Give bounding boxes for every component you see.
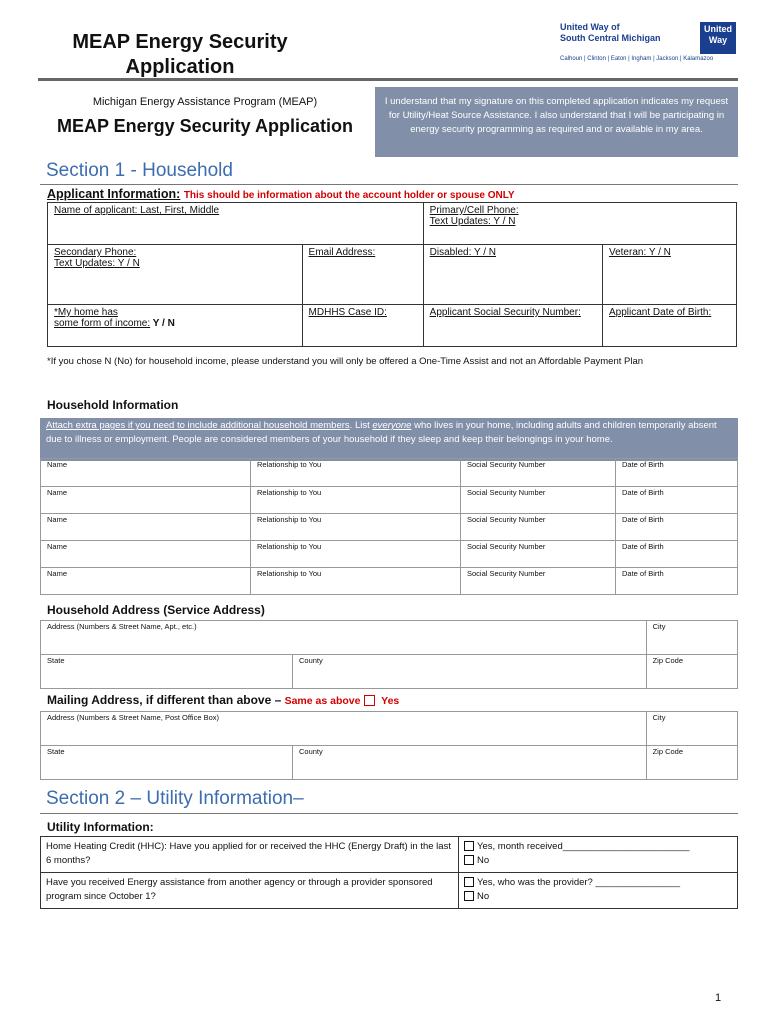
dob-label: Applicant Date of Birth: bbox=[609, 307, 712, 318]
title-line-1: MEAP Energy Security bbox=[72, 31, 288, 53]
section-2-divider bbox=[40, 813, 738, 814]
program-name: Michigan Energy Assistance Program (MEAP) bbox=[92, 96, 318, 108]
email-label: Email Address: bbox=[308, 247, 376, 258]
title-line-2: Application bbox=[125, 56, 235, 78]
service-city-field[interactable] bbox=[646, 621, 737, 655]
hhc-question: Home Heating Credit (HHC): Have you applied for or received the HHC (Energy Draft) in the last 6 months? bbox=[41, 837, 459, 873]
member-relationship-cell[interactable] bbox=[251, 487, 461, 514]
table-row bbox=[41, 541, 738, 568]
hhc-answers bbox=[459, 837, 738, 873]
member-ssn-cell[interactable] bbox=[461, 459, 616, 487]
united-way-logo bbox=[560, 22, 738, 66]
member-ssn-cell[interactable] bbox=[461, 568, 616, 595]
logo-box-line-1: United bbox=[704, 24, 732, 34]
member-relationship-cell[interactable] bbox=[251, 568, 461, 595]
mailing-state-label: State bbox=[47, 747, 65, 756]
disabled-field[interactable] bbox=[423, 245, 602, 305]
document-title bbox=[40, 30, 320, 80]
col-ssn: Social Security Number bbox=[467, 460, 546, 469]
logo-text bbox=[560, 22, 661, 44]
hhc-no-label: No bbox=[477, 855, 490, 866]
mailing-address-heading bbox=[47, 693, 399, 707]
col-ssn: Social Security Number bbox=[467, 569, 546, 578]
mailing-heading-label: Mailing Address, if different than above – bbox=[47, 693, 285, 707]
service-state-label: State bbox=[47, 656, 65, 665]
col-ssn: Social Security Number bbox=[467, 542, 546, 551]
service-state-field[interactable] bbox=[41, 655, 293, 689]
utility-heading: Utility Information: bbox=[47, 820, 154, 834]
hhc-yes-label: Yes, month received________________________ bbox=[477, 841, 690, 852]
mailing-state-field[interactable] bbox=[41, 746, 293, 780]
mailing-street-field[interactable] bbox=[41, 712, 647, 746]
member-ssn-cell[interactable] bbox=[461, 487, 616, 514]
income-yn: Y / N bbox=[150, 318, 175, 329]
mailing-city-label: City bbox=[652, 713, 666, 722]
secondary-phone-label: Secondary Phone: bbox=[54, 247, 137, 258]
member-ssn-cell[interactable] bbox=[461, 514, 616, 541]
applicant-table bbox=[47, 202, 737, 347]
utility-table bbox=[40, 836, 738, 909]
member-dob-cell[interactable] bbox=[616, 568, 738, 595]
veteran-field[interactable] bbox=[602, 245, 736, 305]
applicant-heading bbox=[47, 187, 515, 201]
provider-yes-label: Yes, who was the provider? ________________ bbox=[477, 877, 681, 888]
member-relationship-cell[interactable] bbox=[251, 459, 461, 487]
member-dob-cell[interactable] bbox=[616, 514, 738, 541]
provider-no-option[interactable] bbox=[464, 890, 732, 904]
logo-box-line-2: Way bbox=[708, 35, 728, 45]
provider-no-checkbox[interactable] bbox=[464, 891, 474, 901]
hhc-no-checkbox[interactable] bbox=[464, 855, 474, 865]
col-relationship: Relationship to You bbox=[257, 515, 322, 524]
income-footnote: *If you chose N (No) for household income, please understand you will only be offered a One-Time Assist and not an Affordable Payment Plan bbox=[47, 356, 644, 367]
household-address-heading: Household Address (Service Address) bbox=[47, 603, 265, 617]
income-field[interactable] bbox=[48, 305, 303, 347]
mailing-county-label: County bbox=[299, 747, 323, 756]
signature-notice: I understand that my signature on this completed application indicates my request for Utility/Heat Source Assistance. I also understand that I will be participating in energy security programming as required and or available in my area. bbox=[375, 87, 738, 157]
applicant-name-field[interactable] bbox=[48, 203, 424, 245]
ssn-label: Applicant Social Security Number: bbox=[429, 307, 581, 318]
member-name-cell[interactable] bbox=[41, 541, 251, 568]
email-field[interactable] bbox=[302, 245, 423, 305]
section-1-divider bbox=[40, 184, 738, 185]
col-relationship: Relationship to You bbox=[257, 542, 322, 551]
section-2-title: Section 2 – Utility Information– bbox=[46, 788, 304, 809]
member-relationship-cell[interactable] bbox=[251, 541, 461, 568]
member-dob-cell[interactable] bbox=[616, 487, 738, 514]
hhc-yes-checkbox[interactable] bbox=[464, 841, 474, 851]
primary-text-updates: Text Updates: Y / N bbox=[429, 216, 516, 227]
veteran-label: Veteran: Y / N bbox=[608, 247, 671, 258]
provider-yes-checkbox[interactable] bbox=[464, 877, 474, 887]
member-relationship-cell[interactable] bbox=[251, 514, 461, 541]
provider-no-label: No bbox=[477, 891, 490, 902]
applicant-heading-label: Applicant Information: bbox=[47, 187, 181, 201]
col-ssn: Social Security Number bbox=[467, 488, 546, 497]
mailing-zip-label: Zip Code bbox=[652, 747, 684, 756]
service-county-label: County bbox=[299, 656, 323, 665]
applicant-heading-note: This should be information about the account holder or spouse ONLY bbox=[183, 190, 515, 201]
col-name: Name bbox=[47, 488, 68, 497]
member-name-cell[interactable] bbox=[41, 568, 251, 595]
member-dob-cell[interactable] bbox=[616, 459, 738, 487]
col-name: Name bbox=[47, 569, 68, 578]
secondary-text-updates: Text Updates: Y / N bbox=[54, 258, 140, 269]
logo-line-1: United Way of bbox=[560, 22, 620, 32]
household-members-table bbox=[40, 458, 738, 595]
table-row bbox=[41, 514, 738, 541]
logo-line-2: South Central Michigan bbox=[560, 33, 661, 43]
mailing-street-label: Address (Numbers & Street Name, Post Office Box) bbox=[47, 713, 220, 722]
col-relationship: Relationship to You bbox=[257, 488, 322, 497]
section-1-title: Section 1 - Household bbox=[46, 160, 233, 181]
service-street-label: Address (Numbers & Street Name, Apt., etc.) bbox=[47, 622, 197, 631]
secondary-phone-field[interactable] bbox=[48, 245, 303, 305]
household-heading: Household Information bbox=[47, 398, 179, 412]
mailing-address-table bbox=[40, 711, 738, 780]
case-id-label: MDHHS Case ID: bbox=[308, 307, 387, 318]
col-relationship: Relationship to You bbox=[257, 569, 322, 578]
logo-counties: Calhoun | Clinton | Eaton | Ingham | Jackson | Kalamazoo bbox=[560, 56, 714, 62]
provider-yes-option[interactable] bbox=[464, 876, 732, 890]
table-row bbox=[41, 459, 738, 487]
primary-phone-label: Primary/Cell Phone: bbox=[429, 205, 519, 216]
col-name: Name bbox=[47, 542, 68, 551]
member-name-cell[interactable] bbox=[41, 514, 251, 541]
program-title: MEAP Energy Security Application bbox=[56, 116, 354, 136]
table-row bbox=[41, 568, 738, 595]
instructions-rest: who lives in your home, including adults and children temporarily absent due to illness or employment. People are considered members of your household if they sleep and keep their belongings in your home. bbox=[46, 420, 717, 445]
hhc-yes-option[interactable] bbox=[464, 840, 732, 854]
primary-phone-field[interactable] bbox=[423, 203, 736, 245]
col-relationship: Relationship to You bbox=[257, 460, 322, 469]
same-as-above-yes: Yes bbox=[381, 695, 400, 707]
hhc-no-option[interactable] bbox=[464, 854, 732, 868]
service-city-label: City bbox=[652, 622, 666, 631]
service-county-field[interactable] bbox=[293, 655, 647, 689]
member-name-cell[interactable] bbox=[41, 487, 251, 514]
instructions-list: . List bbox=[349, 420, 373, 431]
dob-field[interactable] bbox=[603, 305, 737, 347]
mailing-county-field[interactable] bbox=[293, 746, 647, 780]
same-as-above-label: Same as above bbox=[284, 695, 361, 707]
energy-assistance-answers bbox=[459, 873, 738, 909]
energy-assistance-question: Have you received Energy assistance from another agency or through a provider sponsored program since October 1? bbox=[41, 873, 459, 909]
page-number: 1 bbox=[715, 992, 722, 1004]
col-dob: Date of Birth bbox=[622, 460, 664, 469]
ssn-field[interactable] bbox=[423, 305, 602, 347]
disabled-label: Disabled: Y / N bbox=[429, 247, 497, 258]
same-as-above-checkbox[interactable] bbox=[364, 695, 375, 706]
header-divider bbox=[38, 78, 738, 81]
household-address-table bbox=[40, 620, 738, 689]
col-name: Name bbox=[47, 460, 68, 469]
applicant-name-label: Name of applicant: Last, First, Middle bbox=[54, 205, 220, 216]
case-id-field[interactable] bbox=[302, 305, 423, 347]
income-line-2: some form of income: bbox=[54, 318, 151, 329]
col-dob: Date of Birth bbox=[622, 542, 664, 551]
income-line-1: *My home has bbox=[54, 307, 118, 318]
united-way-icon bbox=[700, 22, 736, 54]
service-zip-field[interactable] bbox=[646, 655, 737, 689]
table-row bbox=[41, 487, 738, 514]
instructions-attach: Attach extra pages if you need to include additional household members bbox=[46, 420, 350, 431]
col-name: Name bbox=[47, 515, 68, 524]
col-dob: Date of Birth bbox=[622, 515, 664, 524]
household-instructions bbox=[40, 418, 738, 461]
service-street-field[interactable] bbox=[41, 621, 647, 655]
member-name-cell[interactable] bbox=[41, 459, 251, 487]
col-dob: Date of Birth bbox=[622, 488, 664, 497]
mailing-city-field[interactable] bbox=[646, 712, 737, 746]
mailing-zip-field[interactable] bbox=[646, 746, 737, 780]
instructions-everyone: everyone bbox=[372, 420, 412, 431]
member-dob-cell[interactable] bbox=[616, 541, 738, 568]
col-ssn: Social Security Number bbox=[467, 515, 546, 524]
member-ssn-cell[interactable] bbox=[461, 541, 616, 568]
col-dob: Date of Birth bbox=[622, 569, 664, 578]
service-zip-label: Zip Code bbox=[652, 656, 684, 665]
